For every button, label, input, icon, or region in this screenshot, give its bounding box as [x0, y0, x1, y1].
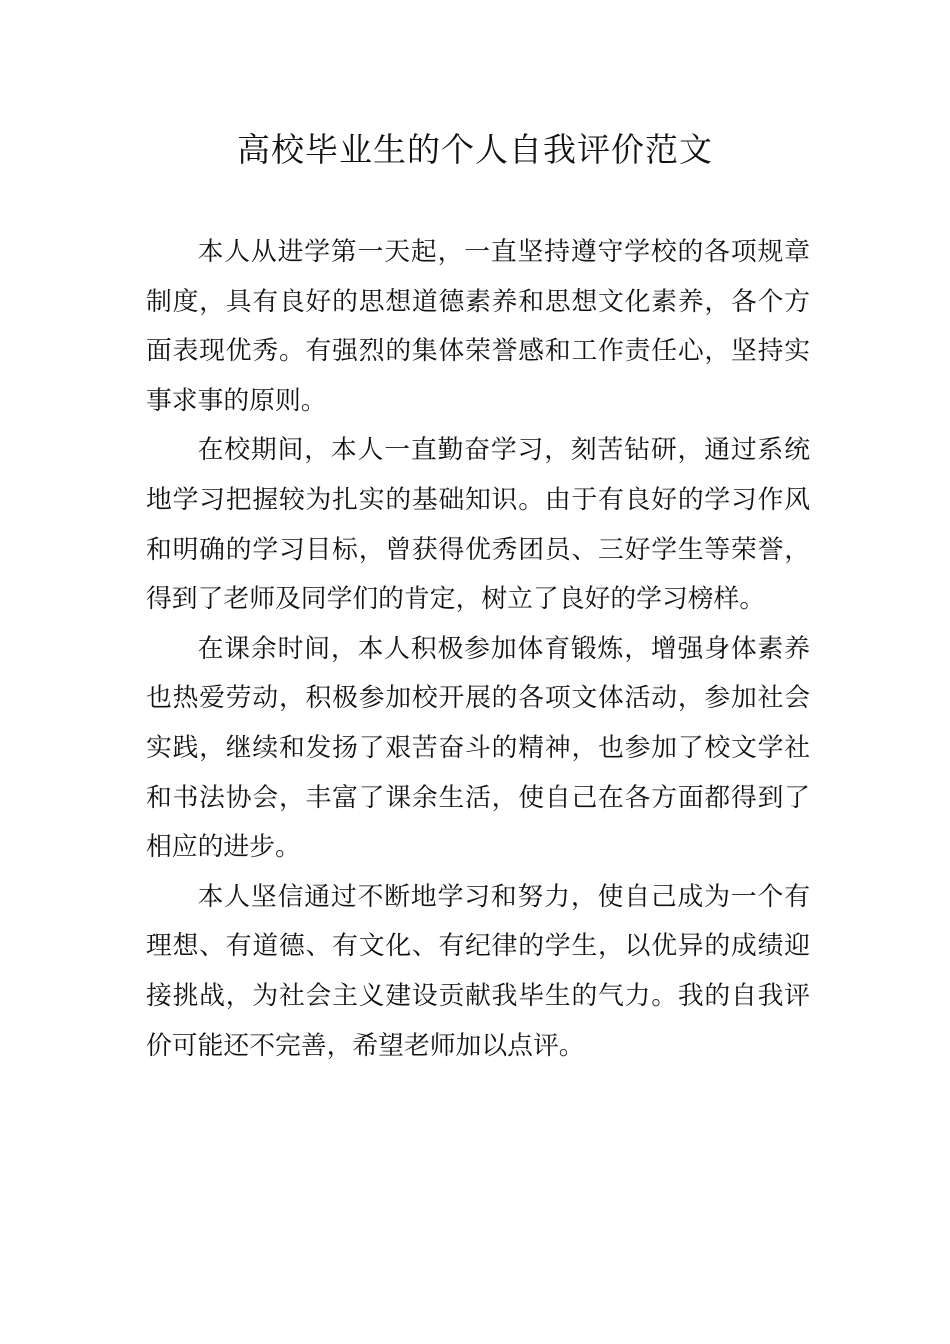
- document-title: 高校毕业生的个人自我评价范文: [237, 130, 713, 169]
- paragraph-1: 本人从进学第一天起，一直坚持遵守学校的各项规章制度，具有良好的思想道德素养和思想文化素养，各个方面表现优秀。有强烈的集体荣誉感和工作责任心，坚持实事求事的原则。: [146, 237, 810, 416]
- paragraph-2: 在校期间，本人一直勤奋学习，刻苦钻研，通过系统地学习把握较为扎实的基础知识。由于有良好的学习作风和明确的学习目标，曾获得优秀团员、三好学生等荣誉，得到了老师及同学们的肯定，树立了良好的学习榜样。: [146, 435, 810, 615]
- paragraph-3: 在课余时间，本人积极参加体育锻炼，增强身体素养也热爱劳动，积极参加校开展的各项文体活动，参加社会实践，继续和发扬了艰苦奋斗的精神，也参加了校文学社和书法协会，丰富了课余生活，使自己在各方面都得到了相应的进步。: [146, 633, 810, 863]
- paragraph-4: 本人坚信通过不断地学习和努力，使自己成为一个有理想、有道德、有文化、有纪律的学生，以优异的成绩迎接挑战，为社会主义建设贡献我毕生的气力。我的自我评价可能还不完善，希望老师加以点评。: [146, 881, 810, 1061]
- document-body: [146, 228, 810, 1071]
